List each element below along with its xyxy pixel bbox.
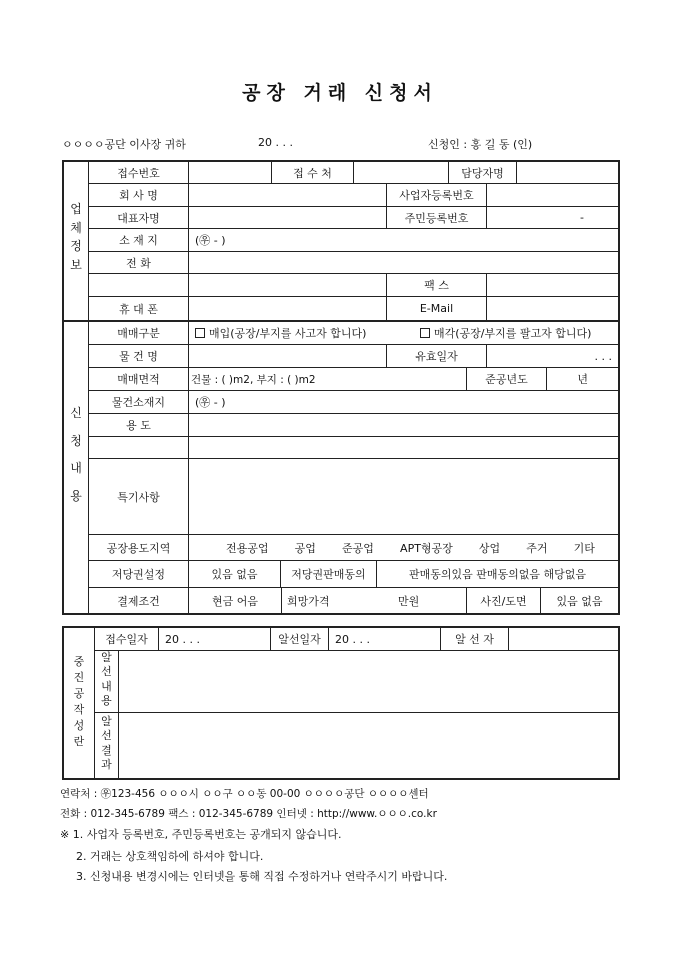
zoning-option[interactable]: 상업 [478,541,501,555]
recipient: ㅇㅇㅇㅇ공단 이사장 귀하 [62,138,186,151]
address-input[interactable]: (㉾ - ) [195,234,226,247]
label-trade-type: 매매구분 [117,327,160,340]
footer-note-2: 2. 거래는 상호책임하에 하셔야 합니다. [76,850,264,863]
sell-checkbox[interactable] [420,328,430,338]
company-section-label: 업 체 정 보 [70,202,82,272]
zoning-option[interactable]: 준공업 [342,541,374,555]
label-company-name: 회 사 명 [119,189,158,202]
label-zoning: 공장용도지역 [106,541,171,555]
label-resident-reg-no: 주민등록번호 [404,211,469,225]
footer-contact: 연락처 : ㉾123-456 ㅇㅇㅇ시 ㅇㅇ구 ㅇㅇ동 00-00 ㅇㅇㅇㅇ공단 ㅇㅇㅇㅇ센터 [60,788,429,800]
label-receipt-place: 접 수 처 [293,166,332,180]
label-address: 소 재 지 [119,234,158,247]
area-input[interactable]: 건물 : ( )m2, 부지 : ( )m2 [191,373,316,386]
mediation-result-input[interactable] [119,713,618,778]
usage-input[interactable] [189,414,618,436]
label-lien-seller: 저당권판매동의 [291,568,366,581]
receipt-date-input[interactable]: 20 . . . [165,632,200,646]
company-name-input[interactable] [189,184,386,206]
valid-date-input[interactable]: . . . [594,349,612,363]
desired-price-input[interactable]: 만원 [398,594,420,608]
label-manager: 담당자명 [461,166,504,180]
applicant: 신청인 : 홍 길 동 (인) [428,138,533,151]
resident-reg-no-input[interactable]: - [580,211,584,224]
label-receipt-no: 접수번호 [117,166,160,180]
label-email: E-Mail [419,302,454,315]
page-title: 공장 거래 신청서 [242,82,438,104]
label-completion-year: 준공년도 [485,373,528,386]
label-usage: 용 도 [126,419,151,432]
label-mediation-content: 알 선 내 용 [101,651,112,707]
label-property-location: 물건소재지 [111,396,166,409]
property-name-input[interactable] [189,345,386,367]
receipt-place-input[interactable] [354,162,448,183]
zoning-option[interactable]: 기타 [573,541,595,555]
label-special-notes: 특기사항 [117,490,160,504]
buy-option[interactable]: 매입(공장/부지를 사고자 합니다) [189,322,409,344]
zoning-option[interactable]: 주거 [526,541,548,555]
manager-input[interactable] [517,162,618,183]
zoning-options [189,535,618,560]
label-mediation-result: 알 선 결 과 [101,715,112,771]
lien-seller-options[interactable]: 판매동의있음 판매동의없음 해당없음 [408,568,586,581]
label-area: 매매면적 [117,373,160,386]
payment-options[interactable]: 현금 어음 [211,594,258,608]
zoning-option[interactable]: 공업 [294,541,316,555]
property-location-input[interactable]: (㉾ - ) [195,396,226,409]
label-property-name: 물 건 명 [119,350,158,363]
label-mobile: 휴 대 폰 [119,302,158,316]
zoning-option[interactable]: APT형공장 [400,541,453,555]
representative-input[interactable] [189,207,386,228]
label-payment: 결제조건 [117,594,160,608]
fax-input[interactable] [487,274,618,296]
special-notes-input[interactable] [189,459,618,534]
label-lien: 저당권설정 [111,568,166,581]
label-valid-date: 유효일자 [415,350,458,363]
completion-year-input[interactable]: 년 [577,373,588,386]
usage-extra-input[interactable] [189,437,618,458]
footer-note-1: ※ 1. 사업자 등록번호, 주민등록번호는 공개되지 않습니다. [60,828,342,841]
label-fax: 팩 스 [424,279,449,292]
mediator-input[interactable] [509,628,618,650]
phone-value-input[interactable] [189,274,386,296]
label-business-reg-no: 사업자등록번호 [399,189,474,202]
footer-phone: 전화 : 012-345-6789 팩스 : 012-345-6789 인터넷 : http://www.ㅇㅇㅇ.co.kr [60,808,437,820]
lien-options[interactable]: 있음 없음 [211,568,258,581]
label-phone: 전 화 [126,256,151,270]
label-phone-row [89,274,188,296]
email-input[interactable] [487,297,618,320]
label-mediator: 알 선 자 [455,633,494,646]
receipt-no-input[interactable] [189,162,271,183]
application-date[interactable]: 20 . . . [258,136,293,149]
sell-option[interactable]: 매각(공장/부지를 팔고자 합니다) [414,322,618,344]
brokerage-section-label: 중 진 공 작 성 란 [73,655,85,748]
label-representative: 대표자명 [117,211,160,225]
label-receipt-date: 접수일자 [105,633,148,646]
footer-note-3: 3. 신청내용 변경시에는 인터넷을 통해 직접 수정하거나 연락주시기 바랍니다. [76,870,448,883]
photo-options[interactable]: 있음 없음 [556,594,603,608]
zoning-option[interactable]: 전용공업 [226,541,269,555]
mediation-content-input[interactable] [119,651,618,712]
buy-checkbox[interactable] [195,328,205,338]
phone-input[interactable] [189,252,618,273]
label-mediation-date: 알선일자 [278,633,321,646]
request-section-label: 신 청 내 용 [70,406,82,503]
mediation-date-input[interactable]: 20 . . . [335,632,370,646]
business-reg-no-input[interactable] [487,184,618,206]
mobile-input[interactable] [189,297,386,320]
label-desired-price: 희망가격 [287,594,330,608]
label-usage-spacer [89,437,188,458]
label-photo: 사진/도면 [480,594,527,608]
